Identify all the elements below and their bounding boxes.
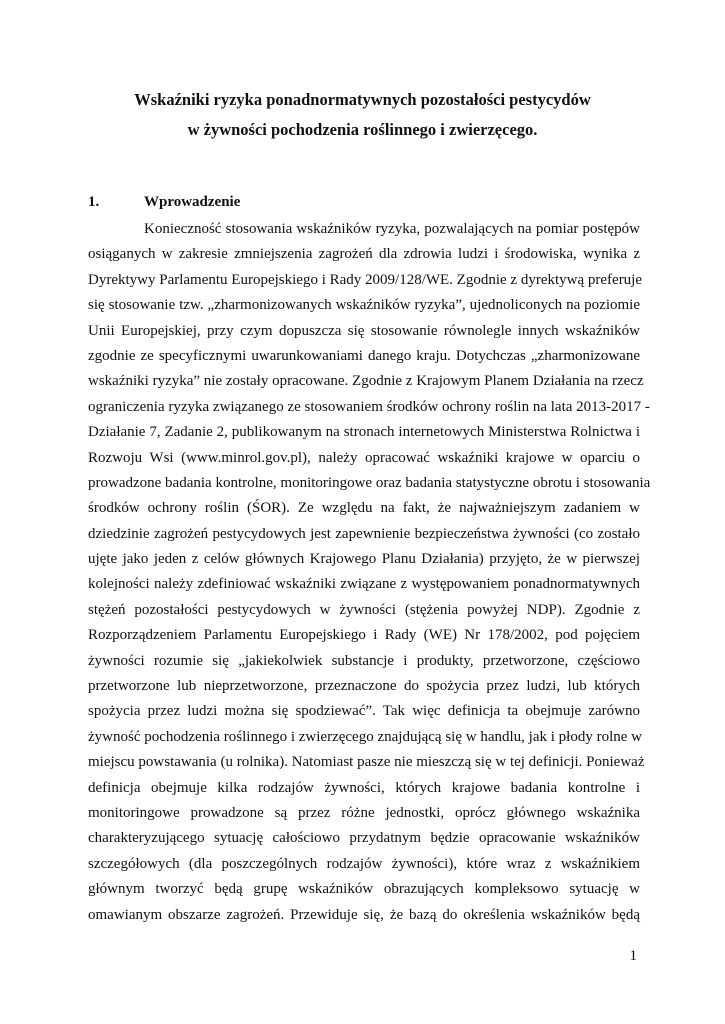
page-number: 1 <box>629 948 637 964</box>
body-line: się stosowanie tzw. „zharmonizowanych wskaźników ryzyka”, ujednoliconych na poziomie <box>88 297 640 314</box>
body-line: ujęte jako jeden z celów głównych Krajowego Planu Działania) przyjęto, że w pierwszej <box>88 551 640 568</box>
section-number: 1. <box>88 194 100 210</box>
body-text <box>88 217 651 928</box>
body-line: żywność pochodzenia roślinnego i zwierzęcego znajdującą się w handlu, jak i płody rolne w <box>88 728 642 745</box>
body-line: zgodnie ze specyficznymi uwarunkowaniami danego kraju. Dotychczas „zharmonizowane <box>88 347 640 364</box>
body-line: środków ochrony roślin (ŚOR). Ze względu na fakt, że najważniejszym zadaniem w <box>88 500 640 517</box>
body-line: ograniczenia ryzyka związanego ze stosowaniem środków ochrony roślin na lata 2013-2017 - <box>88 398 650 415</box>
body-line: osiąganych w zakresie zmniejszenia zagrożeń dla zdrowia ludzi i środowiska, wynika z <box>88 246 640 263</box>
body-line: dziedzinie zagrożeń pestycydowych jest zapewnienie bezpieczeństwa żywności (co zostało <box>88 525 640 542</box>
body-line: Konieczność stosowania wskaźników ryzyka, pozwalających na pomiar postępów <box>144 221 640 237</box>
body-line: omawianym obszarze zagrożeń. Przewiduje się, że bazą do określenia wskaźników będą <box>88 906 640 923</box>
body-line: kolejności należy zdefiniować wskaźniki związane z występowaniem ponadnormatywnych <box>88 576 640 593</box>
body-line: przetworzone lub nieprzetworzone, przeznaczone do spożycia przez ludzi, lub których <box>88 678 640 695</box>
body-line: szczegółowych (dla poszczególnych rodzajów żywności), które wraz z wskaźnikiem <box>88 855 640 872</box>
body-line: charakteryzującego sytuację całościowo przydatnym będzie opracowanie wskaźników <box>88 830 640 847</box>
body-line: miejscu powstawania (u rolnika). Natomiast pasze nie mieszczą się w tej definicji. Ponieważ <box>88 754 645 771</box>
body-line: wskaźniki ryzyka” nie zostały opracowane. Zgodnie z Krajowym Planem Działania na rzecz <box>88 373 644 390</box>
body-line: Unii Europejskiej, przy czym dopuszcza się stosowanie równolegle innych wskaźników <box>88 322 640 339</box>
body-line: monitoringowe prowadzone są przez różne jednostki, oprócz głównego wskaźnika <box>88 804 640 821</box>
body-line: Dyrektywy Parlamentu Europejskiego i Rady 2009/128/WE. Zgodnie z dyrektywą preferuje <box>88 271 643 288</box>
body-line: Rozwoju Wsi (www.minrol.gov.pl), należy opracować wskaźniki krajowe w oparciu o <box>88 449 640 466</box>
body-line: głównym tworzyć będą grupę wskaźników obrazujących kompleksowo sytuację w <box>88 881 640 898</box>
body-line: Działanie 7, Zadanie 2, publikowanym na stronach internetowych Ministerstwa Rolnictwa i <box>88 424 640 441</box>
section-title: Wprowadzenie <box>144 194 241 210</box>
section-heading <box>88 193 240 211</box>
body-line: Rozporządzeniem Parlamentu Europejskiego i Rady (WE) Nr 178/2002, pod pojęciem <box>88 627 640 644</box>
document-title-line-2: w żywności pochodzenia roślinnego i zwierzęcego. <box>187 120 538 139</box>
body-line: prowadzone badania kontrolne, monitoringowe oraz badania statystyczne obrotu i stosowania <box>88 474 651 491</box>
body-line: definicja obejmuje kilka rodzajów żywności, których krajowe badania kontrolne i <box>88 779 640 796</box>
document-title-line-1: Wskaźniki ryzyka ponadnormatywnych pozostałości pestycydów <box>134 90 591 109</box>
body-line: stężeń pozostałości pestycydowych w żywności (stężenia powyżej NDP). Zgodnie z <box>88 601 640 618</box>
body-line: żywności rozumie się „jakiekolwiek substancje i produkty, przetworzone, częściowo <box>88 652 640 669</box>
body-line: spożycia przez ludzi można się spodziewać”. Tak więc definicja ta obejmuje zarówno <box>88 703 640 720</box>
